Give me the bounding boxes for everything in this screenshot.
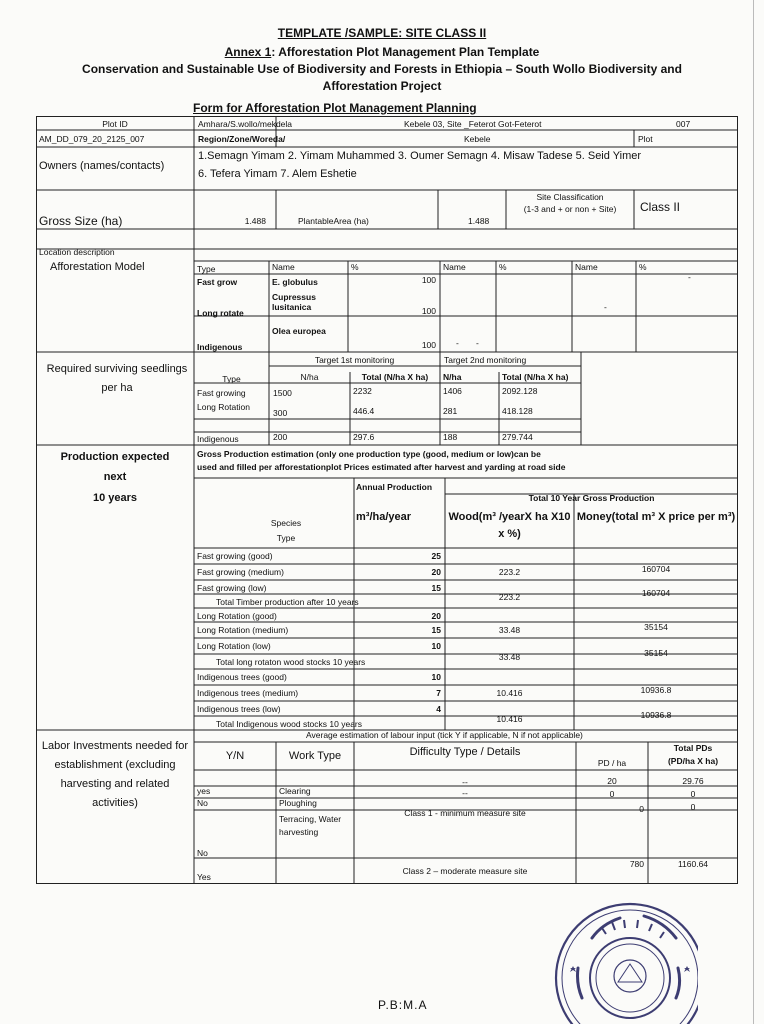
seedlings-h-total: Total (N/ha X ha) [361,372,429,382]
model-row-type: Indigenous [197,342,243,352]
seedlings-row-n2: 281 [443,406,458,416]
plantable-area-value: 1.488 [468,216,490,226]
production-h-total10: Total 10 Year Gross Production [528,493,655,503]
production-row-wood: 33.48 [498,625,521,635]
labor-row-pd: 20 [607,776,617,786]
seedlings-row-n2: 1406 [443,386,462,396]
production-row-label: Fast growing (low) [197,583,267,593]
production-row-annual: 25 [431,551,441,561]
production-row-label: Indigenous trees (medium) [197,688,299,698]
model-row-pct: 100 [421,306,436,316]
model-row-pct: 100 [421,340,436,350]
labor-row-yn: No [197,848,208,858]
labor-row-work: Ploughing [279,798,317,808]
production-note-1: Gross Production estimation (only one production type (good, medium or low)can be [197,449,541,459]
production-row-money: 35154 [644,648,668,658]
labor-row-work: Clearing [279,786,311,796]
labor-row-work: Terracing, Water harvesting [279,814,342,837]
labor-row-total: 29.76 [682,776,704,786]
region-value: Amhara/S.wollo/mekdela [198,119,293,129]
labor-h-total: Total PDs [673,743,713,753]
labor-row-total: 0 [690,802,696,812]
production-row-money: 10936.8 [640,710,672,720]
model-h-name: Name [272,262,295,272]
production-row-annual: 20 [431,611,441,621]
labor-row-pd: 0 [609,789,615,799]
seedlings-row-n1: 1500 [273,388,292,398]
production-total-label: Total Indigenous wood stocks 10 years [216,719,363,729]
labor-label: Labor Investments needed for establishment (excluding harvesting and related activities) [41,740,189,809]
seedlings-h-nha-2: N/ha [443,372,462,382]
production-row-label: Indigenous trees (good) [197,672,287,682]
labor-row-total: 1160.64 [677,859,709,869]
seedlings-row-type: Fast growing [197,388,246,398]
production-row-annual: 20 [431,567,441,577]
production-h-species: Species [270,518,302,528]
production-row-annual: 4 [436,704,441,714]
plot-id-label: Plot ID [102,119,128,129]
gross-size-value: 1.488 [244,216,266,226]
model-row-pct: 100 [421,275,436,285]
seedlings-row-t1: 297.6 [353,432,375,442]
annex-prefix: Annex 1 [224,45,272,59]
seedlings-label: Required surviving seedlings per ha [46,363,188,394]
seedlings-h-total-2: Total (N/ha X ha) [502,372,569,382]
region-label: Region/Zone/Woreda/ [198,134,286,144]
seedlings-row-t2: 279.744 [502,432,533,442]
production-row-annual: 15 [431,625,441,635]
labor-row-diff: Class 1 - minimum measure site [404,808,526,818]
site-class-value: Class II [640,200,681,214]
seedlings-row-t2: 418.128 [502,406,533,416]
production-total-label: Total Timber production after 10 years [216,597,359,607]
location-label: Location description [39,247,115,257]
production-h-unit: m³/ha/year [356,511,412,523]
footer-initials: P.B:M.A [378,998,428,1012]
production-row-label: Fast growing (good) [197,551,273,561]
model-label: Afforestation Model [50,261,145,273]
production-row-wood: 223.2 [498,592,521,602]
production-row-money: 35154 [644,622,668,632]
site-class-label: Site Classification [536,192,604,202]
labor-row-yn: No [197,798,208,808]
owners-line-1: 1.Semagn Yimam 2. Yimam Muhammed 3. Oumer Semagn 4. Misaw Tadese 5. Seid Yimer [198,150,642,162]
kebele-value: Kebele 03, Site _Feterot Got-Feterot [404,119,542,129]
production-row-money: 160704 [641,564,671,574]
seedlings-row-t2: 2092.128 [502,386,538,396]
seedlings-target-1: Target 1st monitoring [314,355,395,365]
seedlings-row-t1: 446.4 [353,406,375,416]
production-label-3: 10 years [92,492,138,504]
labor-row-diff: Class 2 – moderate measure site [402,866,528,876]
production-row-wood: 223.2 [498,567,521,577]
model-dash: - [456,338,459,348]
owners-label: Owners (names/contacts) [39,160,165,172]
seedlings-target-2: Target 2nd monitoring [444,355,527,365]
model-dash: - [476,338,479,348]
model-h-pct-3: % [639,262,647,272]
labor-h-total-sub: (PD/ha X ha) [667,756,719,766]
labor-row-yn: Yes [197,872,211,882]
seedlings-row-type: Indigenous [197,434,239,444]
plot-value: 007 [676,119,691,129]
production-h-money: Money(total m³ X price per m³) [576,511,736,523]
model-h-pct-2: % [499,262,507,272]
production-row-annual: 15 [431,583,441,593]
kebele-label: Kebele [464,134,491,144]
labor-h-work: Work Type [288,750,342,762]
production-row-annual: 10 [431,672,441,682]
model-row-type: Long rotate [197,308,244,318]
production-row-wood: 33.48 [498,652,521,662]
labor-row-pd: 780 [629,859,644,869]
seedlings-h-type: Type [222,374,241,384]
production-label-2: next [103,471,127,483]
site-class-hint: (1-3 and + or non + Site) [523,204,617,214]
labor-row-total: 0 [690,789,696,799]
model-dash: - [688,272,691,282]
model-row-name: E. globulus [272,277,318,287]
labor-row-pd: 0 [639,804,644,814]
labor-row-yn: yes [197,786,211,796]
annex-rest: : Afforestation Plot Management Plan Template [271,45,540,59]
production-row-annual: 7 [436,688,441,698]
seedlings-h-nha: N/ha [300,372,319,382]
owners-line-2: 6. Tefera Yimam 7. Alem Eshetie [198,168,357,180]
production-row-label: Long Rotation (good) [197,611,277,621]
page-edge-line [753,0,754,1024]
template-title: TEMPLATE /SAMPLE: SITE CLASS II [277,26,487,40]
model-dash: - [604,302,607,312]
form-title: Form for Afforestation Plot Management Planning [193,101,477,115]
model-row-name: Olea europea [272,326,326,336]
labor-h-pdha: PD / ha [597,758,627,768]
production-row-label: Long Rotation (medium) [197,625,289,635]
production-note-2: used and filled per afforestationplot Prices estimated after harvest and yarding at road side [197,462,566,472]
plantable-area-label: PlantableArea (ha) [298,216,369,226]
production-h-annual: Annual Production [356,482,433,492]
production-total-label: Total long rotaton wood stocks 10 years [216,657,366,667]
model-row-type: Fast grow [197,277,238,287]
labor-h-diff: Difficulty Type / Details [409,746,521,758]
model-row-name: Cupressus lusitanica [272,292,316,312]
model-h-type: Type [197,264,216,274]
official-seal-stamp [548,898,698,1024]
seedlings-row-n1: 300 [273,408,288,418]
seedlings-row-t1: 2232 [353,386,372,396]
production-row-money: 160704 [641,588,671,598]
production-row-label: Indigenous trees (low) [197,704,281,714]
seedlings-row-n1: 200 [273,432,288,442]
production-h-wood: Wood(m³ /yearX ha X10 x %) [448,511,571,540]
production-label-1: Production expected [60,451,170,463]
model-h-name-3: Name [575,262,598,272]
production-row-annual: 10 [431,641,441,651]
seedlings-row-type: Long Rotation [197,402,250,412]
production-row-wood: 10.416 [496,688,523,698]
model-h-name-2: Name [443,262,466,272]
project-title: Conservation and Sustainable Use of Biodiversity and Forests in Ethiopia – South Wollo Biodiversity and Afforestation Project [82,62,682,93]
production-h-type: Type [276,533,296,543]
gross-size-label: Gross Size (ha) [39,214,123,228]
labor-row-diff: -- [462,788,468,798]
production-row-wood: 10.416 [496,714,523,724]
plot-id-value: AM_DD_079_20_2125_007 [39,134,145,144]
plan-form-table [36,116,738,884]
production-row-label: Fast growing (medium) [197,567,284,577]
annex-title [0,45,764,59]
plot-label: Plot [638,134,653,144]
production-row-money: 10936.8 [640,685,672,695]
model-h-pct: % [351,262,359,272]
labor-row-diff: -- [462,777,468,787]
seedlings-row-n2: 188 [443,432,458,442]
labor-average-note: Average estimation of labour input (tick Y if applicable, N if not applicable) [306,730,583,740]
labor-h-yn: Y/N [225,750,245,762]
production-row-label: Long Rotation (low) [197,641,271,651]
